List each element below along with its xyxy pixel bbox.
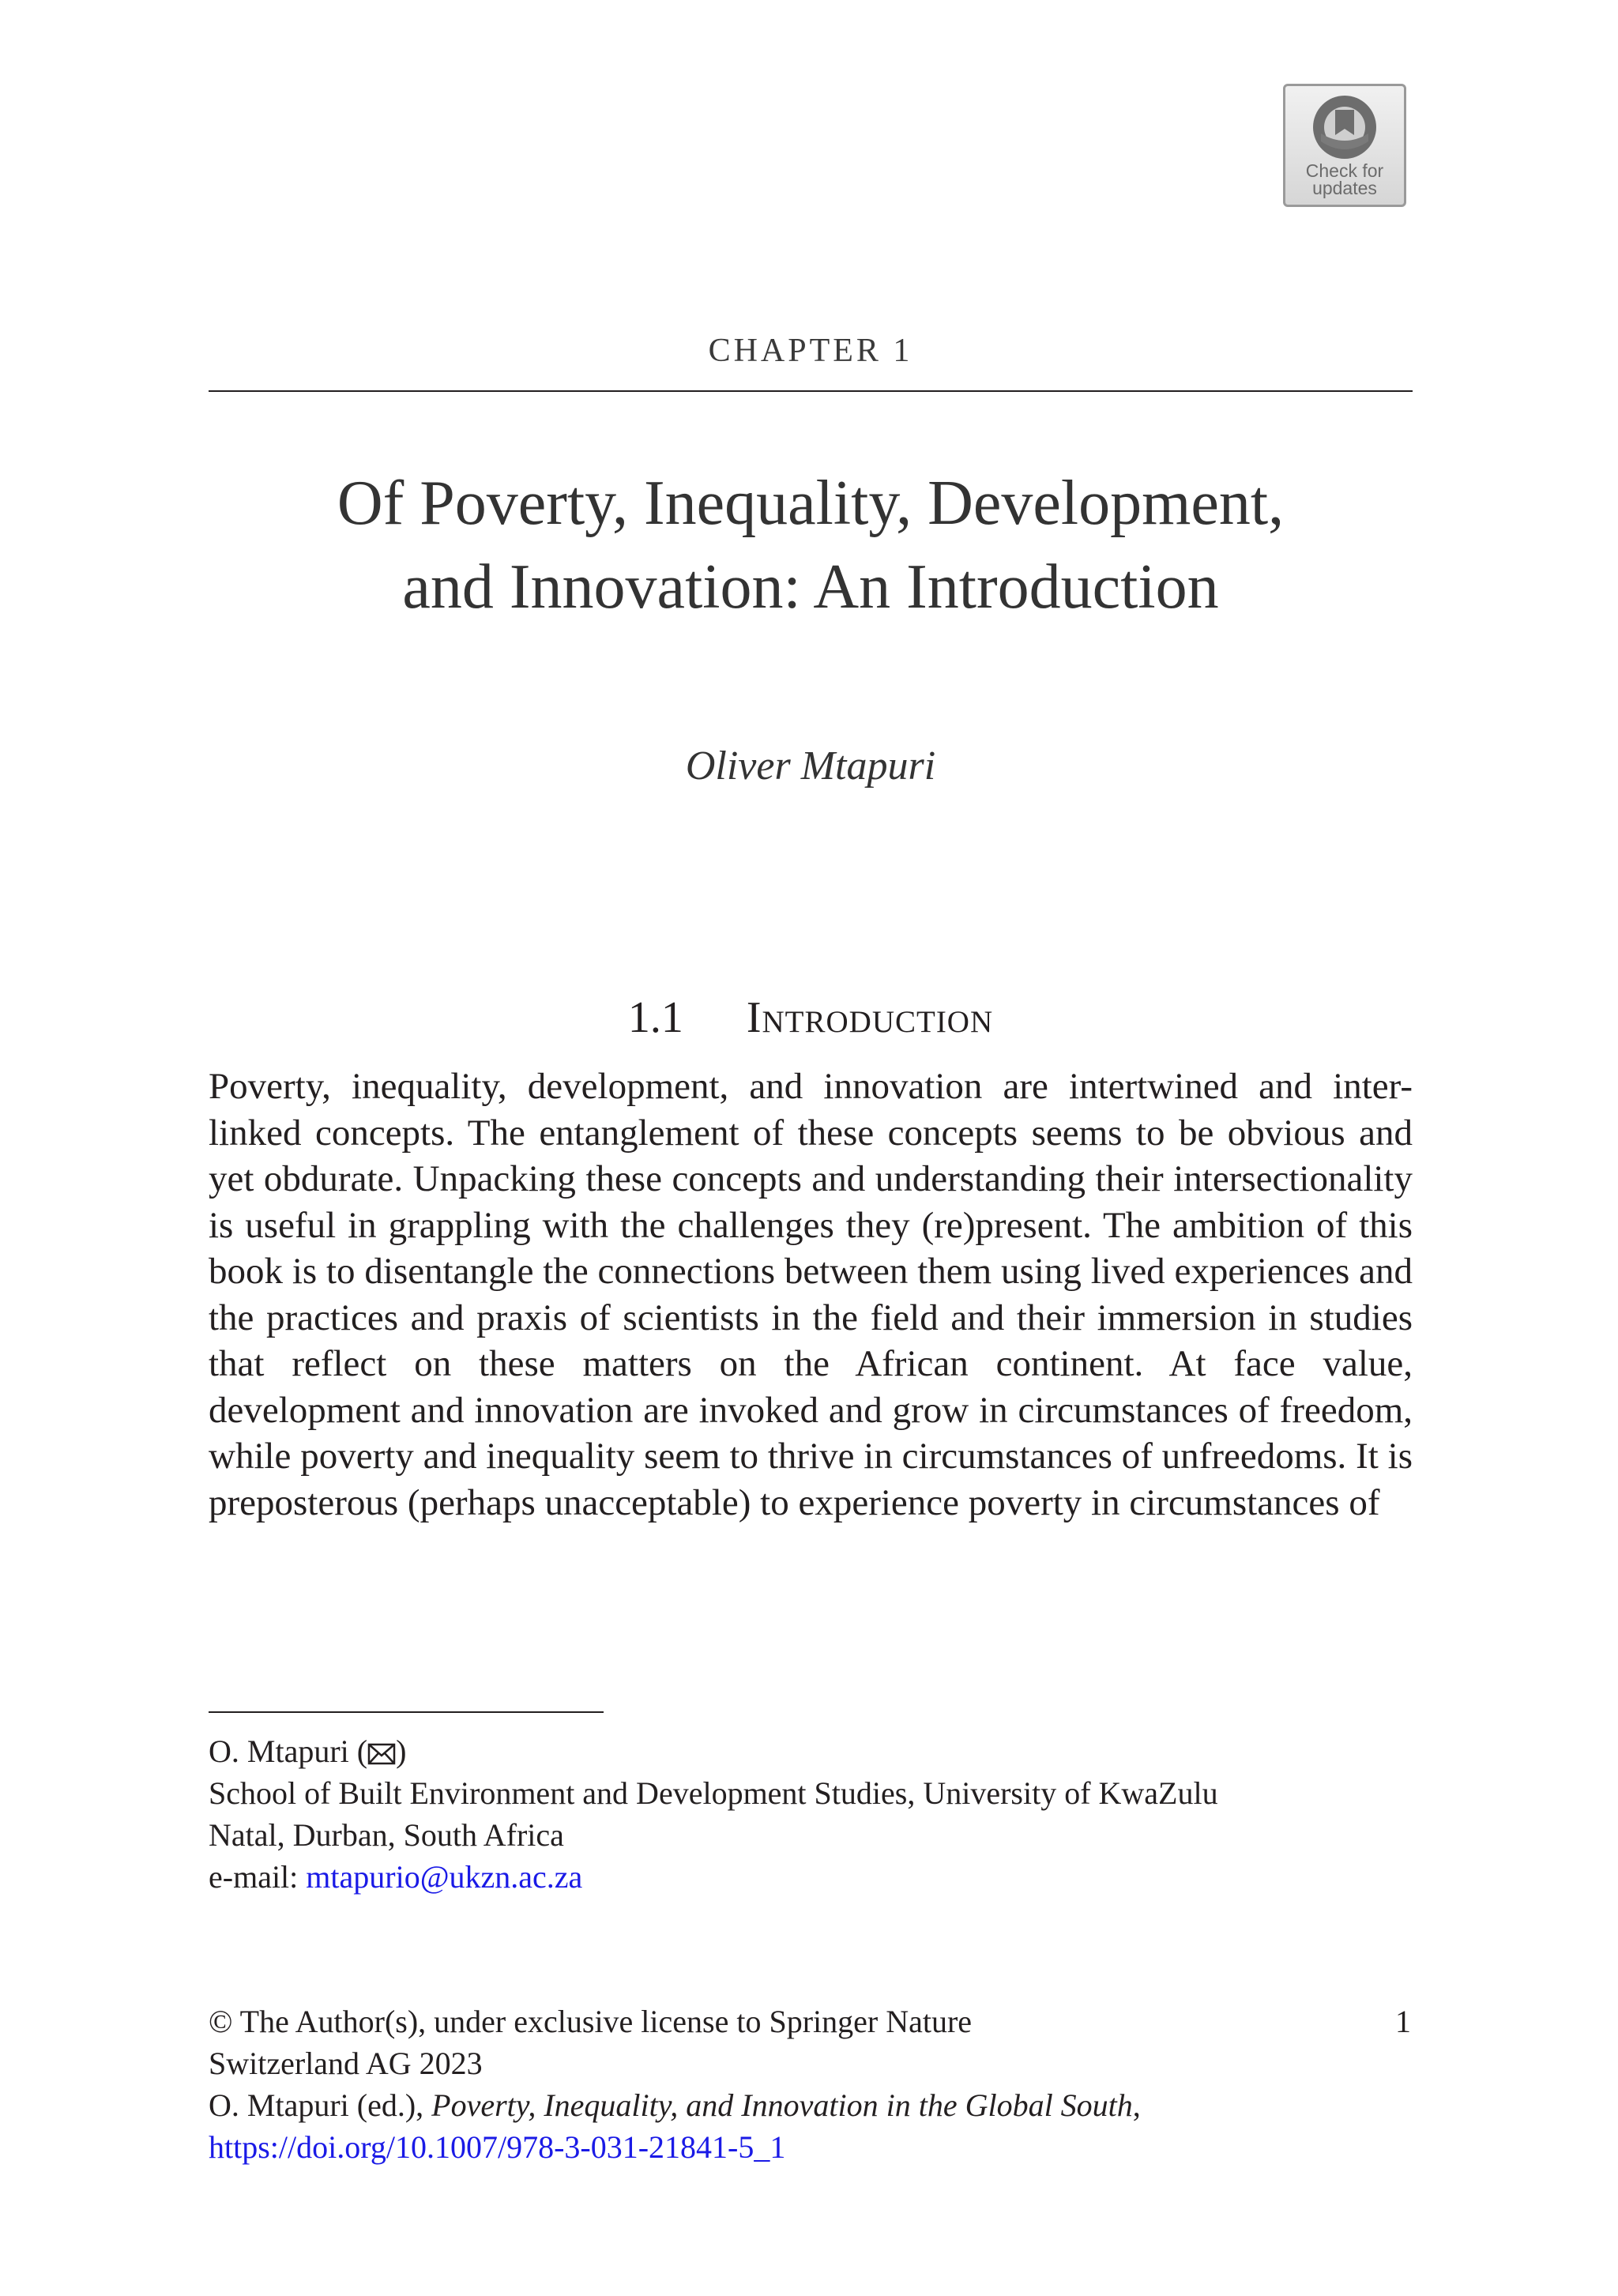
footnote-affiliation-line-1: School of Built Environment and Development Studies, University of KwaZulu — [209, 1775, 1218, 1811]
copyright-line-1: © The Author(s), under exclusive license to Springer Nature — [209, 2004, 973, 2039]
page-number: 1 — [1395, 2004, 1411, 2039]
copyright-block — [209, 2001, 1413, 2168]
email-link[interactable]: mtapurio@ukzn.ac.za — [306, 1859, 583, 1895]
book-title: Poverty, Inequality, and Innovation in the Global South — [431, 2087, 1133, 2123]
citation-line — [209, 2084, 1413, 2126]
check-for-updates-badge[interactable] — [1283, 84, 1406, 207]
section-number: 1.1 — [627, 993, 683, 1042]
envelope-icon — [367, 1742, 396, 1766]
footnote-author-line — [209, 1730, 1413, 1772]
doi-line — [209, 2126, 1413, 2168]
footnote-affiliation-line-2: Natal, Durban, South Africa — [209, 1817, 564, 1853]
section-title: Introduction — [746, 993, 994, 1042]
citation-suffix: , — [1132, 2087, 1141, 2123]
crossmark-icon — [1310, 92, 1379, 162]
chapter-label: CHAPTER 1 — [708, 333, 913, 369]
chapter-divider — [209, 390, 1413, 392]
email-label: e-mail: — [209, 1859, 307, 1895]
author-footnote — [209, 1730, 1413, 1898]
footnote-email-line — [209, 1856, 1413, 1898]
author-name: Oliver Mtapuri — [685, 743, 936, 789]
check-for-updates-text: Check for updates — [1305, 160, 1384, 198]
footnote-author-name: O. Mtapuri ( — [209, 1733, 368, 1769]
footnote-author-close: ) — [396, 1733, 407, 1769]
body-paragraph: Poverty, inequality, development, and innovation are intertwined and inter-linked concepts. The entanglement of these concepts seems to be obvious and yet obdurate. Unpacking these concepts and understanding their intersectionality is useful in grappling with the challenges they (re)present. The ambition of this book is to disentangle the connections between them using lived experiences and the practices and praxis of scientists in the field and their immersion in studies that reflect on these matters on the African continent. At face value, development and innovation are invoked and grow in circumstances of freedom, while poverty and inequality seem to thrive in circumstances of unfreedoms. It is preposterous (perhaps unacceptable) to experience poverty in circumstances of — [209, 1066, 1413, 1523]
citation-prefix: O. Mtapuri (ed.), — [209, 2087, 432, 2123]
doi-link[interactable]: https://doi.org/10.1007/978-3-031-21841-5_1 — [209, 2129, 786, 2165]
footnote-divider — [209, 1711, 604, 1713]
chapter-title — [209, 461, 1413, 629]
chapter-title-line-1: Of Poverty, Inequality, Development, — [337, 469, 1285, 538]
copyright-line-2: Switzerland AG 2023 — [209, 2046, 483, 2081]
chapter-title-line-2: and Innovation: An Introduction — [402, 552, 1219, 622]
section-heading — [209, 992, 1413, 1043]
